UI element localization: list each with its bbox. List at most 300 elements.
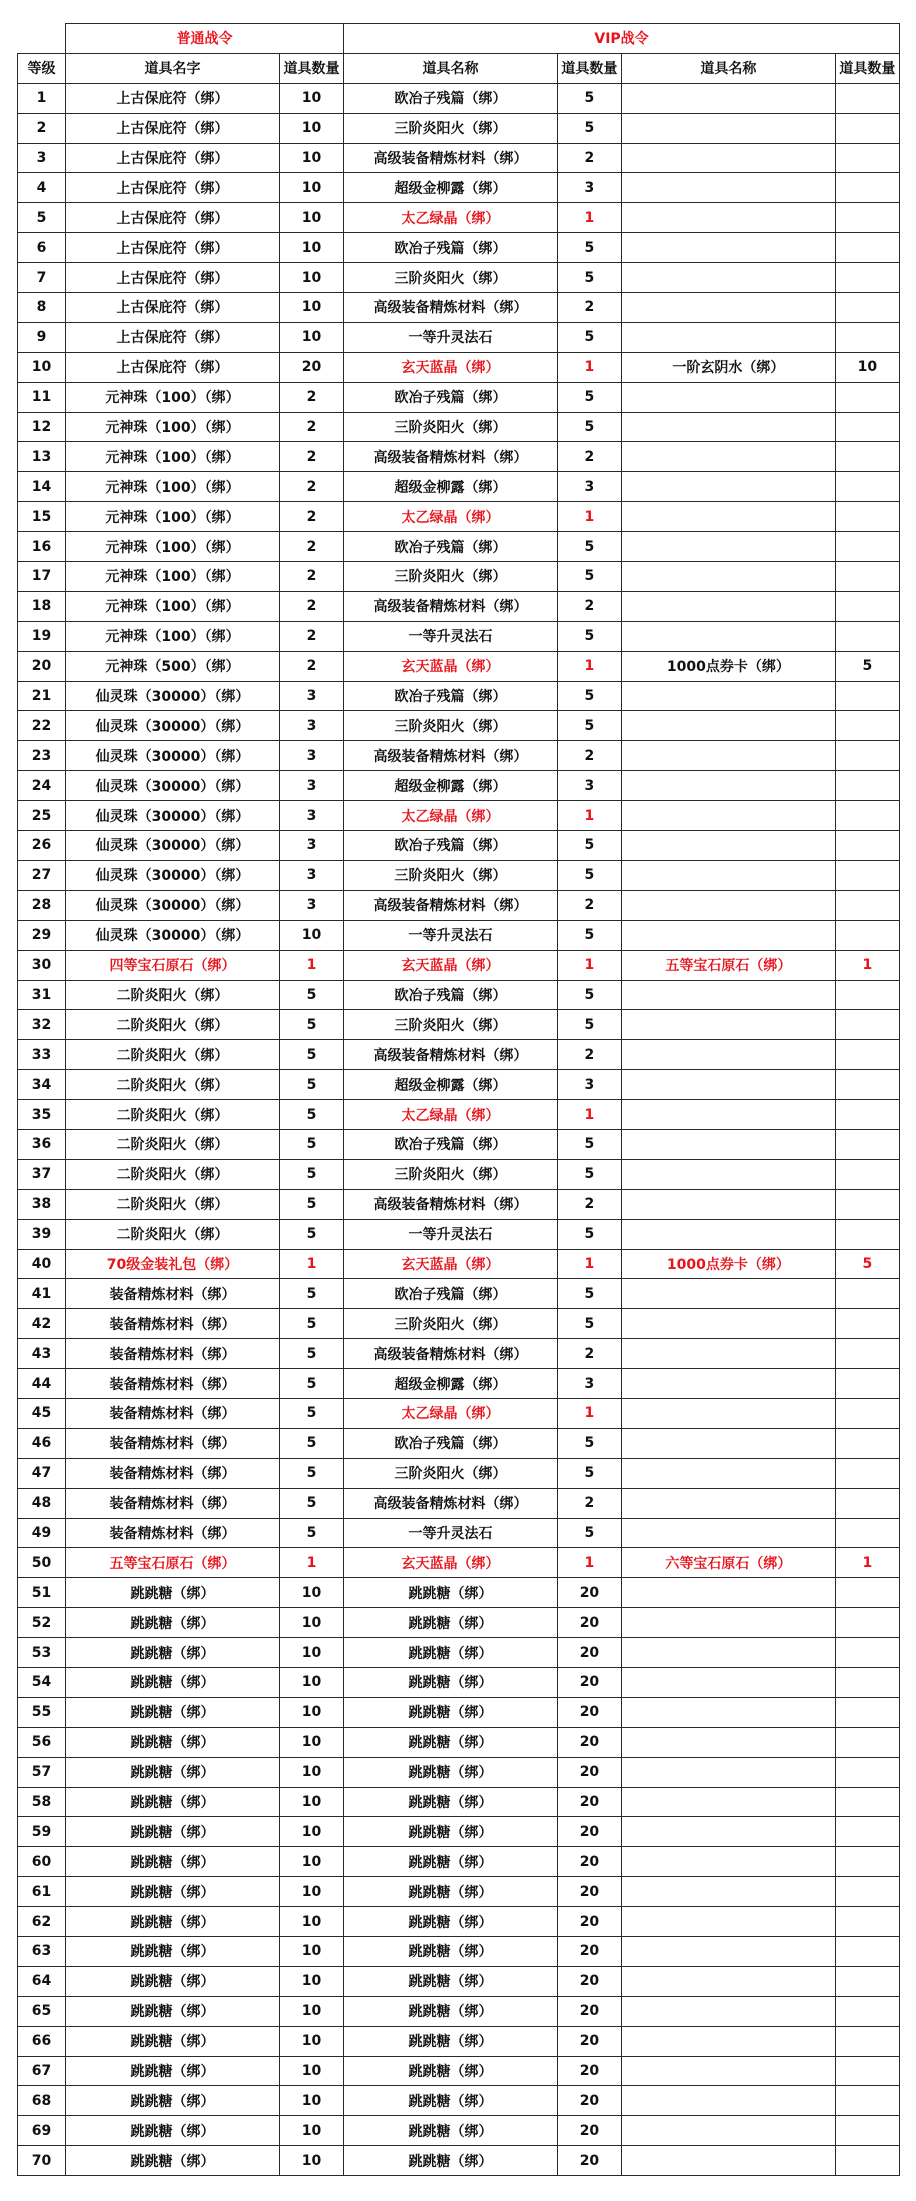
normal-qty-cell: 10 bbox=[279, 1757, 343, 1787]
level-cell: 43 bbox=[18, 1339, 66, 1369]
level-cell: 16 bbox=[18, 532, 66, 562]
normal-item-cell: 跳跳糖（绑） bbox=[66, 1847, 280, 1877]
table-row bbox=[18, 980, 900, 1010]
vip-extra-item-cell bbox=[622, 890, 836, 920]
level-cell: 22 bbox=[18, 711, 66, 741]
normal-item-cell: 装备精炼材料（绑） bbox=[66, 1369, 280, 1399]
vip-extra-qty-cell bbox=[835, 1667, 899, 1697]
vip-qty-cell: 1 bbox=[557, 1548, 621, 1578]
vip-qty-cell: 5 bbox=[557, 83, 621, 113]
vip-qty-cell: 20 bbox=[557, 1757, 621, 1787]
table-row bbox=[18, 1847, 900, 1877]
vip-item-cell: 超级金柳露（绑） bbox=[344, 173, 558, 203]
vip-extra-qty-cell bbox=[835, 1010, 899, 1040]
table-row bbox=[18, 890, 900, 920]
column-header-vip-item: 道具名称 bbox=[344, 53, 558, 83]
normal-item-cell: 元神珠（100）（绑） bbox=[66, 532, 280, 562]
column-header-normal-item: 道具名字 bbox=[66, 53, 280, 83]
vip-item-cell: 高级装备精炼材料（绑） bbox=[344, 143, 558, 173]
normal-item-cell: 跳跳糖（绑） bbox=[66, 1638, 280, 1668]
table-row bbox=[18, 801, 900, 831]
normal-qty-cell: 10 bbox=[279, 263, 343, 293]
vip-qty-cell: 2 bbox=[557, 591, 621, 621]
table-row bbox=[18, 771, 900, 801]
vip-item-cell: 三阶炎阳火（绑） bbox=[344, 113, 558, 143]
vip-item-cell: 高级装备精炼材料（绑） bbox=[344, 442, 558, 472]
normal-qty-cell: 10 bbox=[279, 173, 343, 203]
vip-qty-cell: 1 bbox=[557, 502, 621, 532]
level-cell: 45 bbox=[18, 1398, 66, 1428]
vip-extra-qty-cell bbox=[835, 1518, 899, 1548]
level-cell: 31 bbox=[18, 980, 66, 1010]
normal-qty-cell: 3 bbox=[279, 771, 343, 801]
vip-extra-qty-cell bbox=[835, 1369, 899, 1399]
vip-qty-cell: 20 bbox=[557, 1847, 621, 1877]
vip-extra-qty-cell bbox=[835, 442, 899, 472]
table-row bbox=[18, 2026, 900, 2056]
normal-qty-cell: 3 bbox=[279, 860, 343, 890]
vip-extra-item-cell bbox=[622, 980, 836, 1010]
normal-item-cell: 装备精炼材料（绑） bbox=[66, 1518, 280, 1548]
vip-extra-item-cell bbox=[622, 1040, 836, 1070]
normal-qty-cell: 10 bbox=[279, 143, 343, 173]
normal-item-cell: 上古保庇符（绑） bbox=[66, 203, 280, 233]
normal-qty-cell: 3 bbox=[279, 801, 343, 831]
vip-qty-cell: 2 bbox=[557, 1488, 621, 1518]
column-header-level: 等级 bbox=[18, 53, 66, 83]
level-cell: 58 bbox=[18, 1787, 66, 1817]
vip-extra-qty-cell bbox=[835, 920, 899, 950]
vip-qty-cell: 5 bbox=[557, 621, 621, 651]
normal-qty-cell: 10 bbox=[279, 2086, 343, 2116]
normal-item-cell: 上古保庇符（绑） bbox=[66, 143, 280, 173]
vip-extra-qty-cell bbox=[835, 860, 899, 890]
vip-extra-qty-cell bbox=[835, 532, 899, 562]
level-cell: 30 bbox=[18, 950, 66, 980]
level-cell: 42 bbox=[18, 1309, 66, 1339]
vip-extra-item-cell bbox=[622, 1727, 836, 1757]
vip-item-cell: 三阶炎阳火（绑） bbox=[344, 1309, 558, 1339]
vip-extra-item-cell bbox=[622, 681, 836, 711]
vip-extra-item-cell bbox=[622, 1937, 836, 1967]
normal-item-cell: 二阶炎阳火（绑） bbox=[66, 1129, 280, 1159]
vip-item-cell: 玄天蓝晶（绑） bbox=[344, 950, 558, 980]
normal-item-cell: 元神珠（100）（绑） bbox=[66, 472, 280, 502]
vip-item-cell: 高级装备精炼材料（绑） bbox=[344, 1339, 558, 1369]
normal-qty-cell: 2 bbox=[279, 621, 343, 651]
vip-qty-cell: 20 bbox=[557, 1907, 621, 1937]
level-cell: 11 bbox=[18, 382, 66, 412]
level-cell: 29 bbox=[18, 920, 66, 950]
vip-extra-item-cell: 1000点券卡（绑） bbox=[622, 651, 836, 681]
normal-qty-cell: 5 bbox=[279, 1219, 343, 1249]
level-cell: 9 bbox=[18, 322, 66, 352]
normal-item-cell: 五等宝石原石（绑） bbox=[66, 1548, 280, 1578]
column-header-vip-extra-qty: 道具数量 bbox=[835, 53, 899, 83]
vip-item-cell: 跳跳糖（绑） bbox=[344, 2146, 558, 2176]
level-cell: 19 bbox=[18, 621, 66, 651]
table-row bbox=[18, 1040, 900, 1070]
normal-qty-cell: 1 bbox=[279, 950, 343, 980]
normal-qty-cell: 5 bbox=[279, 1458, 343, 1488]
vip-item-cell: 跳跳糖（绑） bbox=[344, 1847, 558, 1877]
vip-qty-cell: 5 bbox=[557, 920, 621, 950]
vip-extra-item-cell bbox=[622, 1697, 836, 1727]
level-cell: 37 bbox=[18, 1159, 66, 1189]
vip-extra-item-cell bbox=[622, 113, 836, 143]
normal-qty-cell: 5 bbox=[279, 1159, 343, 1189]
table-row bbox=[18, 1996, 900, 2026]
table-row bbox=[18, 233, 900, 263]
vip-extra-qty-cell: 5 bbox=[835, 651, 899, 681]
vip-item-cell: 三阶炎阳火（绑） bbox=[344, 1159, 558, 1189]
vip-extra-item-cell bbox=[622, 2146, 836, 2176]
vip-extra-qty-cell bbox=[835, 1727, 899, 1757]
normal-item-cell: 二阶炎阳火（绑） bbox=[66, 1070, 280, 1100]
level-cell: 41 bbox=[18, 1279, 66, 1309]
normal-qty-cell: 5 bbox=[279, 1010, 343, 1040]
table-row bbox=[18, 1548, 900, 1578]
level-cell: 2 bbox=[18, 113, 66, 143]
level-cell: 12 bbox=[18, 412, 66, 442]
vip-extra-item-cell bbox=[622, 502, 836, 532]
vip-qty-cell: 5 bbox=[557, 681, 621, 711]
level-cell: 69 bbox=[18, 2116, 66, 2146]
table-row bbox=[18, 681, 900, 711]
vip-qty-cell: 5 bbox=[557, 1428, 621, 1458]
vip-extra-qty-cell bbox=[835, 113, 899, 143]
table-row bbox=[18, 1578, 900, 1608]
vip-extra-qty-cell bbox=[835, 2146, 899, 2176]
vip-extra-item-cell: 六等宝石原石（绑） bbox=[622, 1548, 836, 1578]
vip-qty-cell: 20 bbox=[557, 1996, 621, 2026]
table-row bbox=[18, 1937, 900, 1967]
table-row bbox=[18, 741, 900, 771]
normal-item-cell: 上古保庇符（绑） bbox=[66, 173, 280, 203]
level-cell: 49 bbox=[18, 1518, 66, 1548]
level-cell: 34 bbox=[18, 1070, 66, 1100]
vip-extra-item-cell bbox=[622, 472, 836, 502]
level-cell: 62 bbox=[18, 1907, 66, 1937]
table-row bbox=[18, 1129, 900, 1159]
normal-item-cell: 二阶炎阳火（绑） bbox=[66, 980, 280, 1010]
table-row bbox=[18, 173, 900, 203]
normal-qty-cell: 10 bbox=[279, 1817, 343, 1847]
vip-qty-cell: 2 bbox=[557, 442, 621, 472]
vip-extra-item-cell bbox=[622, 532, 836, 562]
table-row bbox=[18, 1817, 900, 1847]
vip-item-cell: 跳跳糖（绑） bbox=[344, 1966, 558, 1996]
level-cell: 70 bbox=[18, 2146, 66, 2176]
vip-extra-qty-cell bbox=[835, 1877, 899, 1907]
normal-item-cell: 二阶炎阳火（绑） bbox=[66, 1040, 280, 1070]
vip-item-cell: 太乙绿晶（绑） bbox=[344, 502, 558, 532]
level-cell: 20 bbox=[18, 651, 66, 681]
vip-extra-qty-cell bbox=[835, 1488, 899, 1518]
normal-item-cell: 上古保庇符（绑） bbox=[66, 322, 280, 352]
vip-extra-qty-cell bbox=[835, 1129, 899, 1159]
table-row bbox=[18, 1070, 900, 1100]
vip-item-cell: 欧冶子残篇（绑） bbox=[344, 532, 558, 562]
vip-extra-item-cell bbox=[622, 143, 836, 173]
vip-item-cell: 跳跳糖（绑） bbox=[344, 1757, 558, 1787]
level-cell: 36 bbox=[18, 1129, 66, 1159]
normal-qty-cell: 3 bbox=[279, 890, 343, 920]
normal-qty-cell: 10 bbox=[279, 293, 343, 323]
vip-extra-qty-cell bbox=[835, 741, 899, 771]
vip-extra-item-cell bbox=[622, 1100, 836, 1130]
vip-extra-qty-cell bbox=[835, 1608, 899, 1638]
normal-item-cell: 上古保庇符（绑） bbox=[66, 293, 280, 323]
normal-qty-cell: 10 bbox=[279, 1847, 343, 1877]
normal-qty-cell: 2 bbox=[279, 502, 343, 532]
vip-extra-qty-cell bbox=[835, 1070, 899, 1100]
vip-qty-cell: 20 bbox=[557, 1937, 621, 1967]
vip-extra-item-cell bbox=[622, 771, 836, 801]
level-cell: 39 bbox=[18, 1219, 66, 1249]
vip-extra-qty-cell bbox=[835, 382, 899, 412]
normal-item-cell: 二阶炎阳火（绑） bbox=[66, 1100, 280, 1130]
table-row bbox=[18, 711, 900, 741]
vip-qty-cell: 5 bbox=[557, 263, 621, 293]
vip-extra-qty-cell bbox=[835, 771, 899, 801]
vip-extra-item-cell: 1000点券卡（绑） bbox=[622, 1249, 836, 1279]
vip-extra-item-cell bbox=[622, 1518, 836, 1548]
vip-qty-cell: 2 bbox=[557, 1040, 621, 1070]
vip-item-cell: 欧冶子残篇（绑） bbox=[344, 980, 558, 1010]
normal-qty-cell: 2 bbox=[279, 651, 343, 681]
level-cell: 65 bbox=[18, 1996, 66, 2026]
normal-item-cell: 二阶炎阳火（绑） bbox=[66, 1159, 280, 1189]
normal-item-cell: 装备精炼材料（绑） bbox=[66, 1428, 280, 1458]
table-row bbox=[18, 950, 900, 980]
level-cell: 7 bbox=[18, 263, 66, 293]
vip-qty-cell: 2 bbox=[557, 890, 621, 920]
vip-qty-cell: 1 bbox=[557, 203, 621, 233]
vip-qty-cell: 20 bbox=[557, 1578, 621, 1608]
normal-qty-cell: 2 bbox=[279, 532, 343, 562]
vip-qty-cell: 5 bbox=[557, 1309, 621, 1339]
normal-item-cell: 装备精炼材料（绑） bbox=[66, 1398, 280, 1428]
table-row bbox=[18, 1638, 900, 1668]
vip-extra-qty-cell bbox=[835, 890, 899, 920]
vip-qty-cell: 3 bbox=[557, 771, 621, 801]
vip-qty-cell: 2 bbox=[557, 1189, 621, 1219]
vip-qty-cell: 5 bbox=[557, 382, 621, 412]
table-row bbox=[18, 2146, 900, 2176]
level-cell: 51 bbox=[18, 1578, 66, 1608]
normal-qty-cell: 10 bbox=[279, 1937, 343, 1967]
level-cell: 61 bbox=[18, 1877, 66, 1907]
vip-extra-item-cell bbox=[622, 1638, 836, 1668]
normal-qty-cell: 10 bbox=[279, 2116, 343, 2146]
level-cell: 68 bbox=[18, 2086, 66, 2116]
normal-item-cell: 仙灵珠（30000）（绑） bbox=[66, 741, 280, 771]
table-row bbox=[18, 2086, 900, 2116]
vip-extra-qty-cell bbox=[835, 1398, 899, 1428]
vip-item-cell: 三阶炎阳火（绑） bbox=[344, 1010, 558, 1040]
vip-item-cell: 玄天蓝晶（绑） bbox=[344, 352, 558, 382]
table-row bbox=[18, 1159, 900, 1189]
table-row bbox=[18, 1667, 900, 1697]
vip-extra-item-cell: 五等宝石原石（绑） bbox=[622, 950, 836, 980]
normal-qty-cell: 10 bbox=[279, 233, 343, 263]
vip-extra-item-cell bbox=[622, 1279, 836, 1309]
normal-qty-cell: 10 bbox=[279, 83, 343, 113]
normal-item-cell: 跳跳糖（绑） bbox=[66, 2146, 280, 2176]
table-row bbox=[18, 442, 900, 472]
normal-item-cell: 跳跳糖（绑） bbox=[66, 1697, 280, 1727]
normal-item-cell: 仙灵珠（30000）（绑） bbox=[66, 860, 280, 890]
vip-qty-cell: 5 bbox=[557, 831, 621, 861]
normal-qty-cell: 2 bbox=[279, 382, 343, 412]
level-cell: 10 bbox=[18, 352, 66, 382]
vip-extra-qty-cell bbox=[835, 1996, 899, 2026]
table-row bbox=[18, 860, 900, 890]
vip-extra-qty-cell bbox=[835, 1219, 899, 1249]
normal-qty-cell: 3 bbox=[279, 831, 343, 861]
level-cell: 4 bbox=[18, 173, 66, 203]
vip-extra-qty-cell bbox=[835, 1787, 899, 1817]
vip-extra-qty-cell bbox=[835, 1697, 899, 1727]
level-cell: 57 bbox=[18, 1757, 66, 1787]
level-cell: 15 bbox=[18, 502, 66, 532]
group-header-normal: 普通战令 bbox=[66, 24, 344, 54]
vip-extra-qty-cell: 1 bbox=[835, 950, 899, 980]
vip-qty-cell: 20 bbox=[557, 1877, 621, 1907]
vip-qty-cell: 5 bbox=[557, 562, 621, 592]
normal-item-cell: 元神珠（100）（绑） bbox=[66, 591, 280, 621]
table-row bbox=[18, 1518, 900, 1548]
normal-qty-cell: 10 bbox=[279, 2146, 343, 2176]
level-cell: 63 bbox=[18, 1937, 66, 1967]
column-header-row bbox=[18, 53, 900, 83]
vip-extra-qty-cell bbox=[835, 621, 899, 651]
level-cell: 48 bbox=[18, 1488, 66, 1518]
vip-extra-qty-cell bbox=[835, 143, 899, 173]
vip-extra-item-cell bbox=[622, 1787, 836, 1817]
normal-item-cell: 元神珠（100）（绑） bbox=[66, 502, 280, 532]
vip-extra-qty-cell: 5 bbox=[835, 1249, 899, 1279]
vip-extra-qty-cell bbox=[835, 831, 899, 861]
vip-extra-item-cell bbox=[622, 621, 836, 651]
vip-qty-cell: 3 bbox=[557, 472, 621, 502]
vip-extra-qty-cell bbox=[835, 263, 899, 293]
normal-qty-cell: 5 bbox=[279, 1518, 343, 1548]
vip-item-cell: 欧冶子残篇（绑） bbox=[344, 382, 558, 412]
vip-extra-item-cell bbox=[622, 711, 836, 741]
normal-item-cell: 上古保庇符（绑） bbox=[66, 83, 280, 113]
vip-qty-cell: 5 bbox=[557, 1458, 621, 1488]
normal-item-cell: 装备精炼材料（绑） bbox=[66, 1488, 280, 1518]
normal-qty-cell: 5 bbox=[279, 1129, 343, 1159]
level-cell: 59 bbox=[18, 1817, 66, 1847]
vip-item-cell: 三阶炎阳火（绑） bbox=[344, 263, 558, 293]
vip-extra-item-cell bbox=[622, 860, 836, 890]
level-cell: 24 bbox=[18, 771, 66, 801]
table-row bbox=[18, 532, 900, 562]
vip-qty-cell: 5 bbox=[557, 1159, 621, 1189]
vip-qty-cell: 1 bbox=[557, 1249, 621, 1279]
normal-item-cell: 元神珠（100）（绑） bbox=[66, 562, 280, 592]
vip-extra-qty-cell bbox=[835, 1578, 899, 1608]
vip-qty-cell: 5 bbox=[557, 532, 621, 562]
normal-item-cell: 二阶炎阳火（绑） bbox=[66, 1010, 280, 1040]
vip-item-cell: 三阶炎阳火（绑） bbox=[344, 860, 558, 890]
vip-qty-cell: 3 bbox=[557, 1070, 621, 1100]
level-cell: 21 bbox=[18, 681, 66, 711]
level-cell: 1 bbox=[18, 83, 66, 113]
normal-qty-cell: 10 bbox=[279, 1578, 343, 1608]
normal-item-cell: 跳跳糖（绑） bbox=[66, 1996, 280, 2026]
vip-extra-qty-cell bbox=[835, 293, 899, 323]
table-row bbox=[18, 591, 900, 621]
vip-extra-item-cell bbox=[622, 382, 836, 412]
level-cell: 8 bbox=[18, 293, 66, 323]
normal-item-cell: 跳跳糖（绑） bbox=[66, 2086, 280, 2116]
vip-extra-item-cell bbox=[622, 1428, 836, 1458]
normal-qty-cell: 5 bbox=[279, 1189, 343, 1219]
vip-extra-item-cell bbox=[622, 2056, 836, 2086]
vip-item-cell: 欧冶子残篇（绑） bbox=[344, 233, 558, 263]
vip-extra-qty-cell: 1 bbox=[835, 1548, 899, 1578]
normal-item-cell: 跳跳糖（绑） bbox=[66, 1966, 280, 1996]
vip-extra-item-cell bbox=[622, 1966, 836, 1996]
normal-qty-cell: 10 bbox=[279, 1787, 343, 1817]
table-row bbox=[18, 322, 900, 352]
level-cell: 56 bbox=[18, 1727, 66, 1757]
vip-item-cell: 跳跳糖（绑） bbox=[344, 2056, 558, 2086]
vip-item-cell: 三阶炎阳火（绑） bbox=[344, 711, 558, 741]
table-row bbox=[18, 1458, 900, 1488]
vip-item-cell: 欧冶子残篇（绑） bbox=[344, 1279, 558, 1309]
vip-extra-qty-cell bbox=[835, 412, 899, 442]
table-row bbox=[18, 920, 900, 950]
vip-item-cell: 高级装备精炼材料（绑） bbox=[344, 293, 558, 323]
normal-item-cell: 仙灵珠（30000）（绑） bbox=[66, 890, 280, 920]
vip-qty-cell: 2 bbox=[557, 741, 621, 771]
vip-item-cell: 太乙绿晶（绑） bbox=[344, 801, 558, 831]
level-cell: 28 bbox=[18, 890, 66, 920]
vip-extra-item-cell bbox=[622, 591, 836, 621]
vip-item-cell: 高级装备精炼材料（绑） bbox=[344, 1488, 558, 1518]
vip-item-cell: 超级金柳露（绑） bbox=[344, 1369, 558, 1399]
vip-extra-qty-cell bbox=[835, 1040, 899, 1070]
vip-qty-cell: 20 bbox=[557, 2026, 621, 2056]
level-cell: 27 bbox=[18, 860, 66, 890]
normal-qty-cell: 10 bbox=[279, 1966, 343, 1996]
vip-extra-qty-cell bbox=[835, 591, 899, 621]
group-header-blank bbox=[18, 24, 66, 54]
vip-extra-qty-cell bbox=[835, 1458, 899, 1488]
vip-item-cell: 欧冶子残篇（绑） bbox=[344, 1129, 558, 1159]
normal-qty-cell: 2 bbox=[279, 442, 343, 472]
normal-item-cell: 跳跳糖（绑） bbox=[66, 1727, 280, 1757]
normal-item-cell: 跳跳糖（绑） bbox=[66, 2116, 280, 2146]
normal-qty-cell: 2 bbox=[279, 591, 343, 621]
table-row bbox=[18, 263, 900, 293]
table-row bbox=[18, 1787, 900, 1817]
vip-qty-cell: 20 bbox=[557, 1608, 621, 1638]
table-row bbox=[18, 1608, 900, 1638]
vip-extra-item-cell bbox=[622, 1369, 836, 1399]
level-cell: 17 bbox=[18, 562, 66, 592]
vip-extra-item-cell bbox=[622, 1667, 836, 1697]
vip-qty-cell: 20 bbox=[557, 1787, 621, 1817]
level-cell: 25 bbox=[18, 801, 66, 831]
vip-qty-cell: 20 bbox=[557, 2056, 621, 2086]
column-header-vip-qty: 道具数量 bbox=[557, 53, 621, 83]
